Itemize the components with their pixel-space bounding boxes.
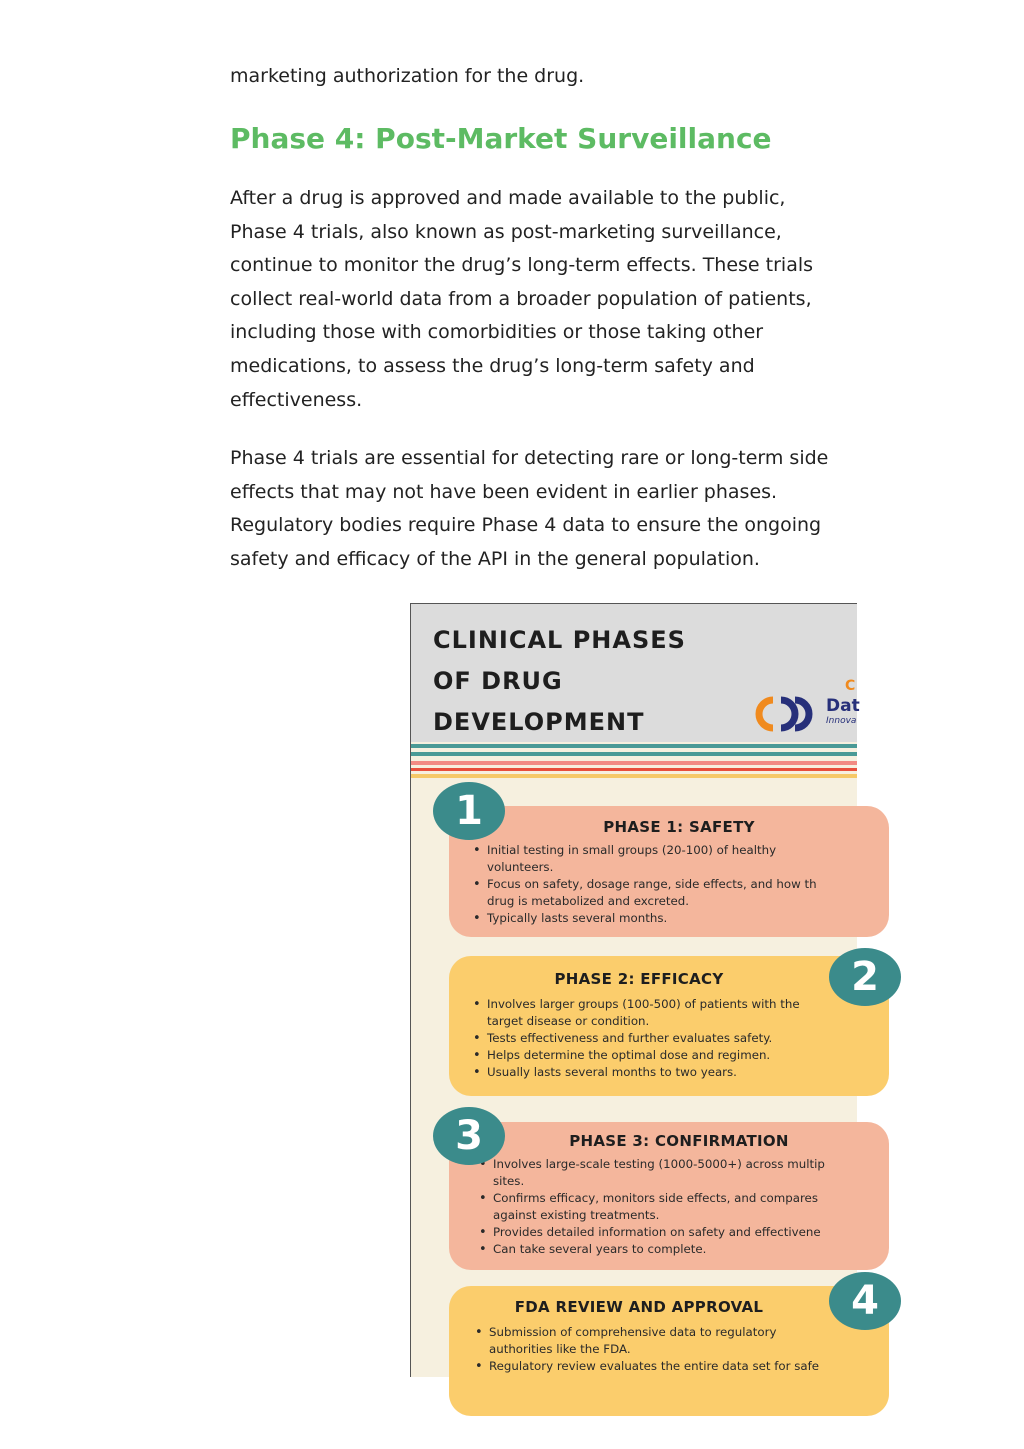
phase-bullets (471, 996, 800, 1081)
phase-card-4 (449, 1286, 889, 1416)
paragraph-line: continue to monitor the drug’s long-term effects. These trials (230, 254, 814, 277)
bullet-item: • Typically lasts several months. (471, 910, 817, 927)
phase-number-badge: 4 (829, 1272, 901, 1330)
paragraph-1 (230, 182, 830, 417)
divider-stripe (411, 744, 857, 748)
phase-bullets (473, 1324, 819, 1375)
lead-text: marketing authorization for the drug. (230, 65, 585, 87)
logo-mark-icon (751, 696, 823, 732)
paragraph-line: Phase 4 trials are essential for detecting rare or long-term side (230, 447, 829, 469)
phase-bullets (477, 1156, 825, 1258)
logo-text: Dat (826, 696, 860, 716)
phase-number-badge: 2 (829, 948, 901, 1006)
infographic-header (411, 604, 860, 742)
paragraph-line: medications, to assess the drug’s long-term safety and (230, 354, 755, 377)
paragraph-line: effectiveness. (230, 388, 363, 411)
phase-title: PHASE 1: SAFETY (603, 818, 755, 836)
title-line: DEVELOPMENT (433, 708, 645, 736)
bullet-item: • Initial testing in small groups (20-100) of healthy volunteers. (471, 842, 817, 876)
bullet-item: • Usually lasts several months to two years. (471, 1064, 800, 1081)
divider-stripe (411, 752, 857, 756)
paragraph-line: including those with comorbidities or those taking other (230, 321, 764, 344)
bullet-item: • Confirms efficacy, monitors side effects, and compares against existing treatments. (477, 1190, 825, 1224)
bullet-item: • Focus on safety, dosage range, side effects, and how th drug is metabolized and excreted. (471, 876, 817, 910)
bullet-item: • Involves larger groups (100-500) of patients with the target disease or condition. (471, 996, 800, 1030)
company-logo (751, 678, 860, 734)
infographic-image (410, 603, 879, 1377)
paragraph-line: After a drug is approved and made available to the public, (230, 187, 786, 209)
paragraph-2 (230, 442, 830, 576)
title-line: OF DRUG (433, 667, 563, 695)
logo-corner-letter: C (845, 678, 856, 694)
paragraph-line: Phase 4 trials, also known as post-marketing surveillance, (230, 220, 782, 243)
bullet-item: • Can take several years to complete. (477, 1241, 825, 1258)
divider-stripe (411, 761, 857, 765)
phase-bullets (471, 842, 817, 927)
bullet-item: • Regulatory review evaluates the entire data set for safe (473, 1358, 819, 1375)
title-line: CLINICAL PHASES (433, 626, 686, 654)
paragraph-line: effects that may not have been evident in earlier phases. (230, 480, 778, 503)
divider-stripe (411, 768, 857, 771)
phase-card-2 (449, 956, 889, 1096)
phase-number-badge: 1 (433, 782, 505, 840)
paragraph-line: collect real-world data from a broader population of patients, (230, 287, 812, 310)
phase-title: PHASE 3: CONFIRMATION (569, 1132, 789, 1150)
phase-card-3 (449, 1122, 889, 1270)
bullet-item: • Provides detailed information on safety and effectivene (477, 1224, 825, 1241)
phase-number-badge: 3 (433, 1107, 505, 1165)
phase-card-1 (449, 806, 889, 937)
bullet-item: • Involves large-scale testing (1000-5000+) across multip sites. (477, 1156, 825, 1190)
phase-title: PHASE 2: EFFICACY (554, 970, 724, 988)
bullet-item: • Helps determine the optimal dose and regimen. (471, 1047, 800, 1064)
bullet-item: • Tests effectiveness and further evaluates safety. (471, 1030, 800, 1047)
phase-title: FDA REVIEW AND APPROVAL (514, 1298, 764, 1316)
section-heading: Phase 4: Post-Market Surveillance (230, 122, 772, 155)
paragraph-line: Regulatory bodies require Phase 4 data to ensure the ongoing (230, 514, 822, 537)
logo-subtext: Innova (826, 716, 857, 726)
paragraph-line: safety and efficacy of the API in the general population. (230, 547, 760, 570)
divider-stripe (411, 774, 857, 778)
bullet-item: • Submission of comprehensive data to regulatory authorities like the FDA. (473, 1324, 819, 1358)
infographic-title (433, 620, 763, 743)
